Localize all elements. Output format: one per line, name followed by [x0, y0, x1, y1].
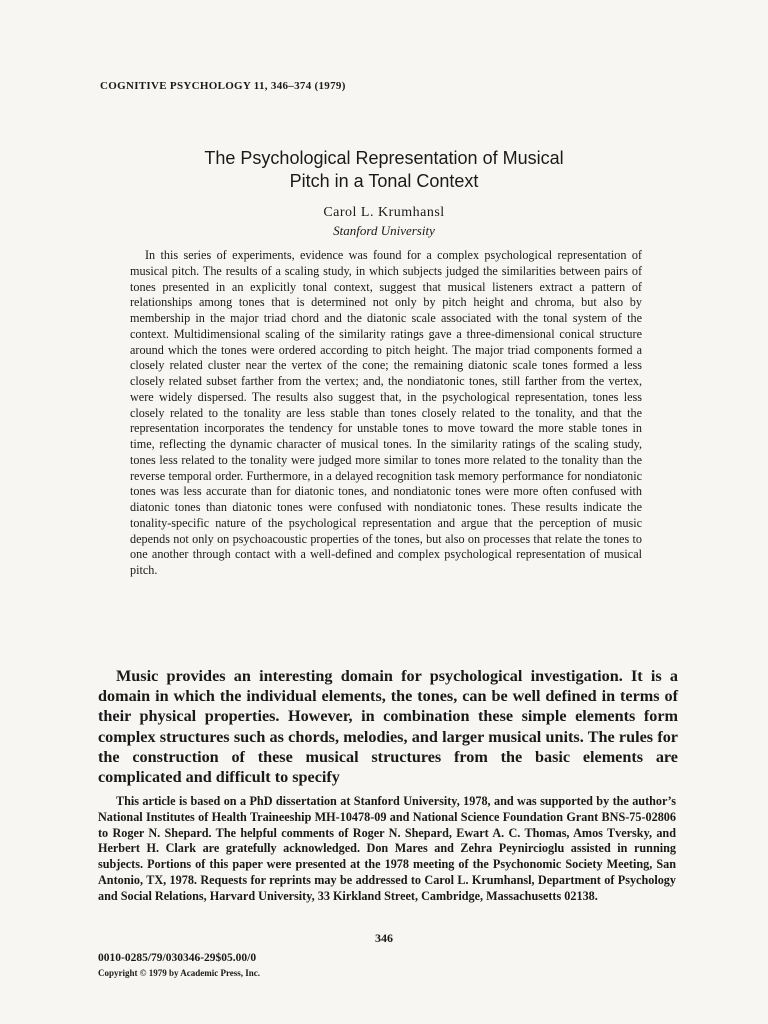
page-number: 346 [375, 931, 393, 945]
author-name: Carol L. Krumhansl [323, 205, 445, 220]
journal-header: COGNITIVE PSYCHOLOGY 11, 346–374 (1979) [100, 80, 346, 92]
article-code: 0010-0285/79/030346-29$05.00/0 [98, 952, 257, 964]
footnote: This article is based on a PhD dissertation at Stanford University, 1978, and was supported by the author’s National Institutes of Health Traineeship MH-10478-09 and National Science Foundation Grant BNS-75-02806 to Roger N. Shepard. The helpful comments of Roger N. Shepard, Ewart A. C. Thomas, Amos Tversky, and Herbert H. Clark are gratefully acknowledged. Don Mares and Zehra Peynircioglu assisted in running subjects. Portions of this paper were presented at the 1978 meeting of the Psychonomic Society Meeting, San Antonio, TX, 1978. Requests for reprints may be addressed to Carol L. Krumhansl, Department of Psychology and Social Relations, Harvard University, 33 Kirkland Street, Cambridge, Massachusetts 02138. [98, 794, 676, 903]
body-paragraph: Music provides an interesting domain for psychological investigation. It is a domain in which the individual elements, the tones, can be well defined in terms of their physical properties. However, in combination these simple elements form complex structures such as chords, melodies, and larger musical units. The rules for the construction of these musical structures from the basic elements are complicated and difficult to specify [98, 667, 678, 787]
author-affiliation: Stanford University [333, 223, 435, 238]
copyright-line: Copyright © 1979 by Academic Press, Inc. [98, 968, 261, 978]
title-line-2: Pitch in a Tonal Context [289, 171, 479, 191]
abstract: In this series of experiments, evidence was found for a complex psychological representation of musical pitch. The results of a scaling study, in which subjects judged the similarities between pairs of tones presented in an explicitly tonal context, suggest that musical listeners extract a pattern of relationships among tones that is determined not only by pitch height and chroma, but also by membership in the major triad chord and the diatonic scale associated with the tonal system of the context. Multidimensional scaling of the similarity ratings gave a three-dimensional conical structure around which the tones were ordered according to pitch height. The major triad components formed a closely related cluster near the vertex of the cone; the remaining diatonic scale tones formed a less closely related subset farther from the vertex; and, the nondiatonic tones, still farther from the vertex, were widely dispersed. The results also suggest that, in the psychological representation, tones less closely related to the tonality are less stable than tones closely related to the tonality, and that the representation incorporates the tendency for unstable tones to move toward the more stable tones in time, reflecting the dynamic character of musical tones. In the similarity ratings of the scaling study, tones less related to the tonality were judged more similar to tones more related to the tonality than the reverse temporal order. Furthermore, in a delayed recognition task memory performance for nondiatonic tones was less accurate than for diatonic tones, and nondiatonic tones were more often confused with diatonic tones than diatonic tones were confused with nondiatonic tones. These results indicate the tonality-specific nature of the psychological representation and argue that the perception of music depends not only on psychoacoustic properties of the tones, but also on processes that relate the tones to one another through contact with a well-defined and complex psychological representation of musical pitch. [130, 248, 642, 577]
article-title [110, 147, 658, 193]
title-line-1: The Psychological Representation of Musical [204, 148, 564, 168]
